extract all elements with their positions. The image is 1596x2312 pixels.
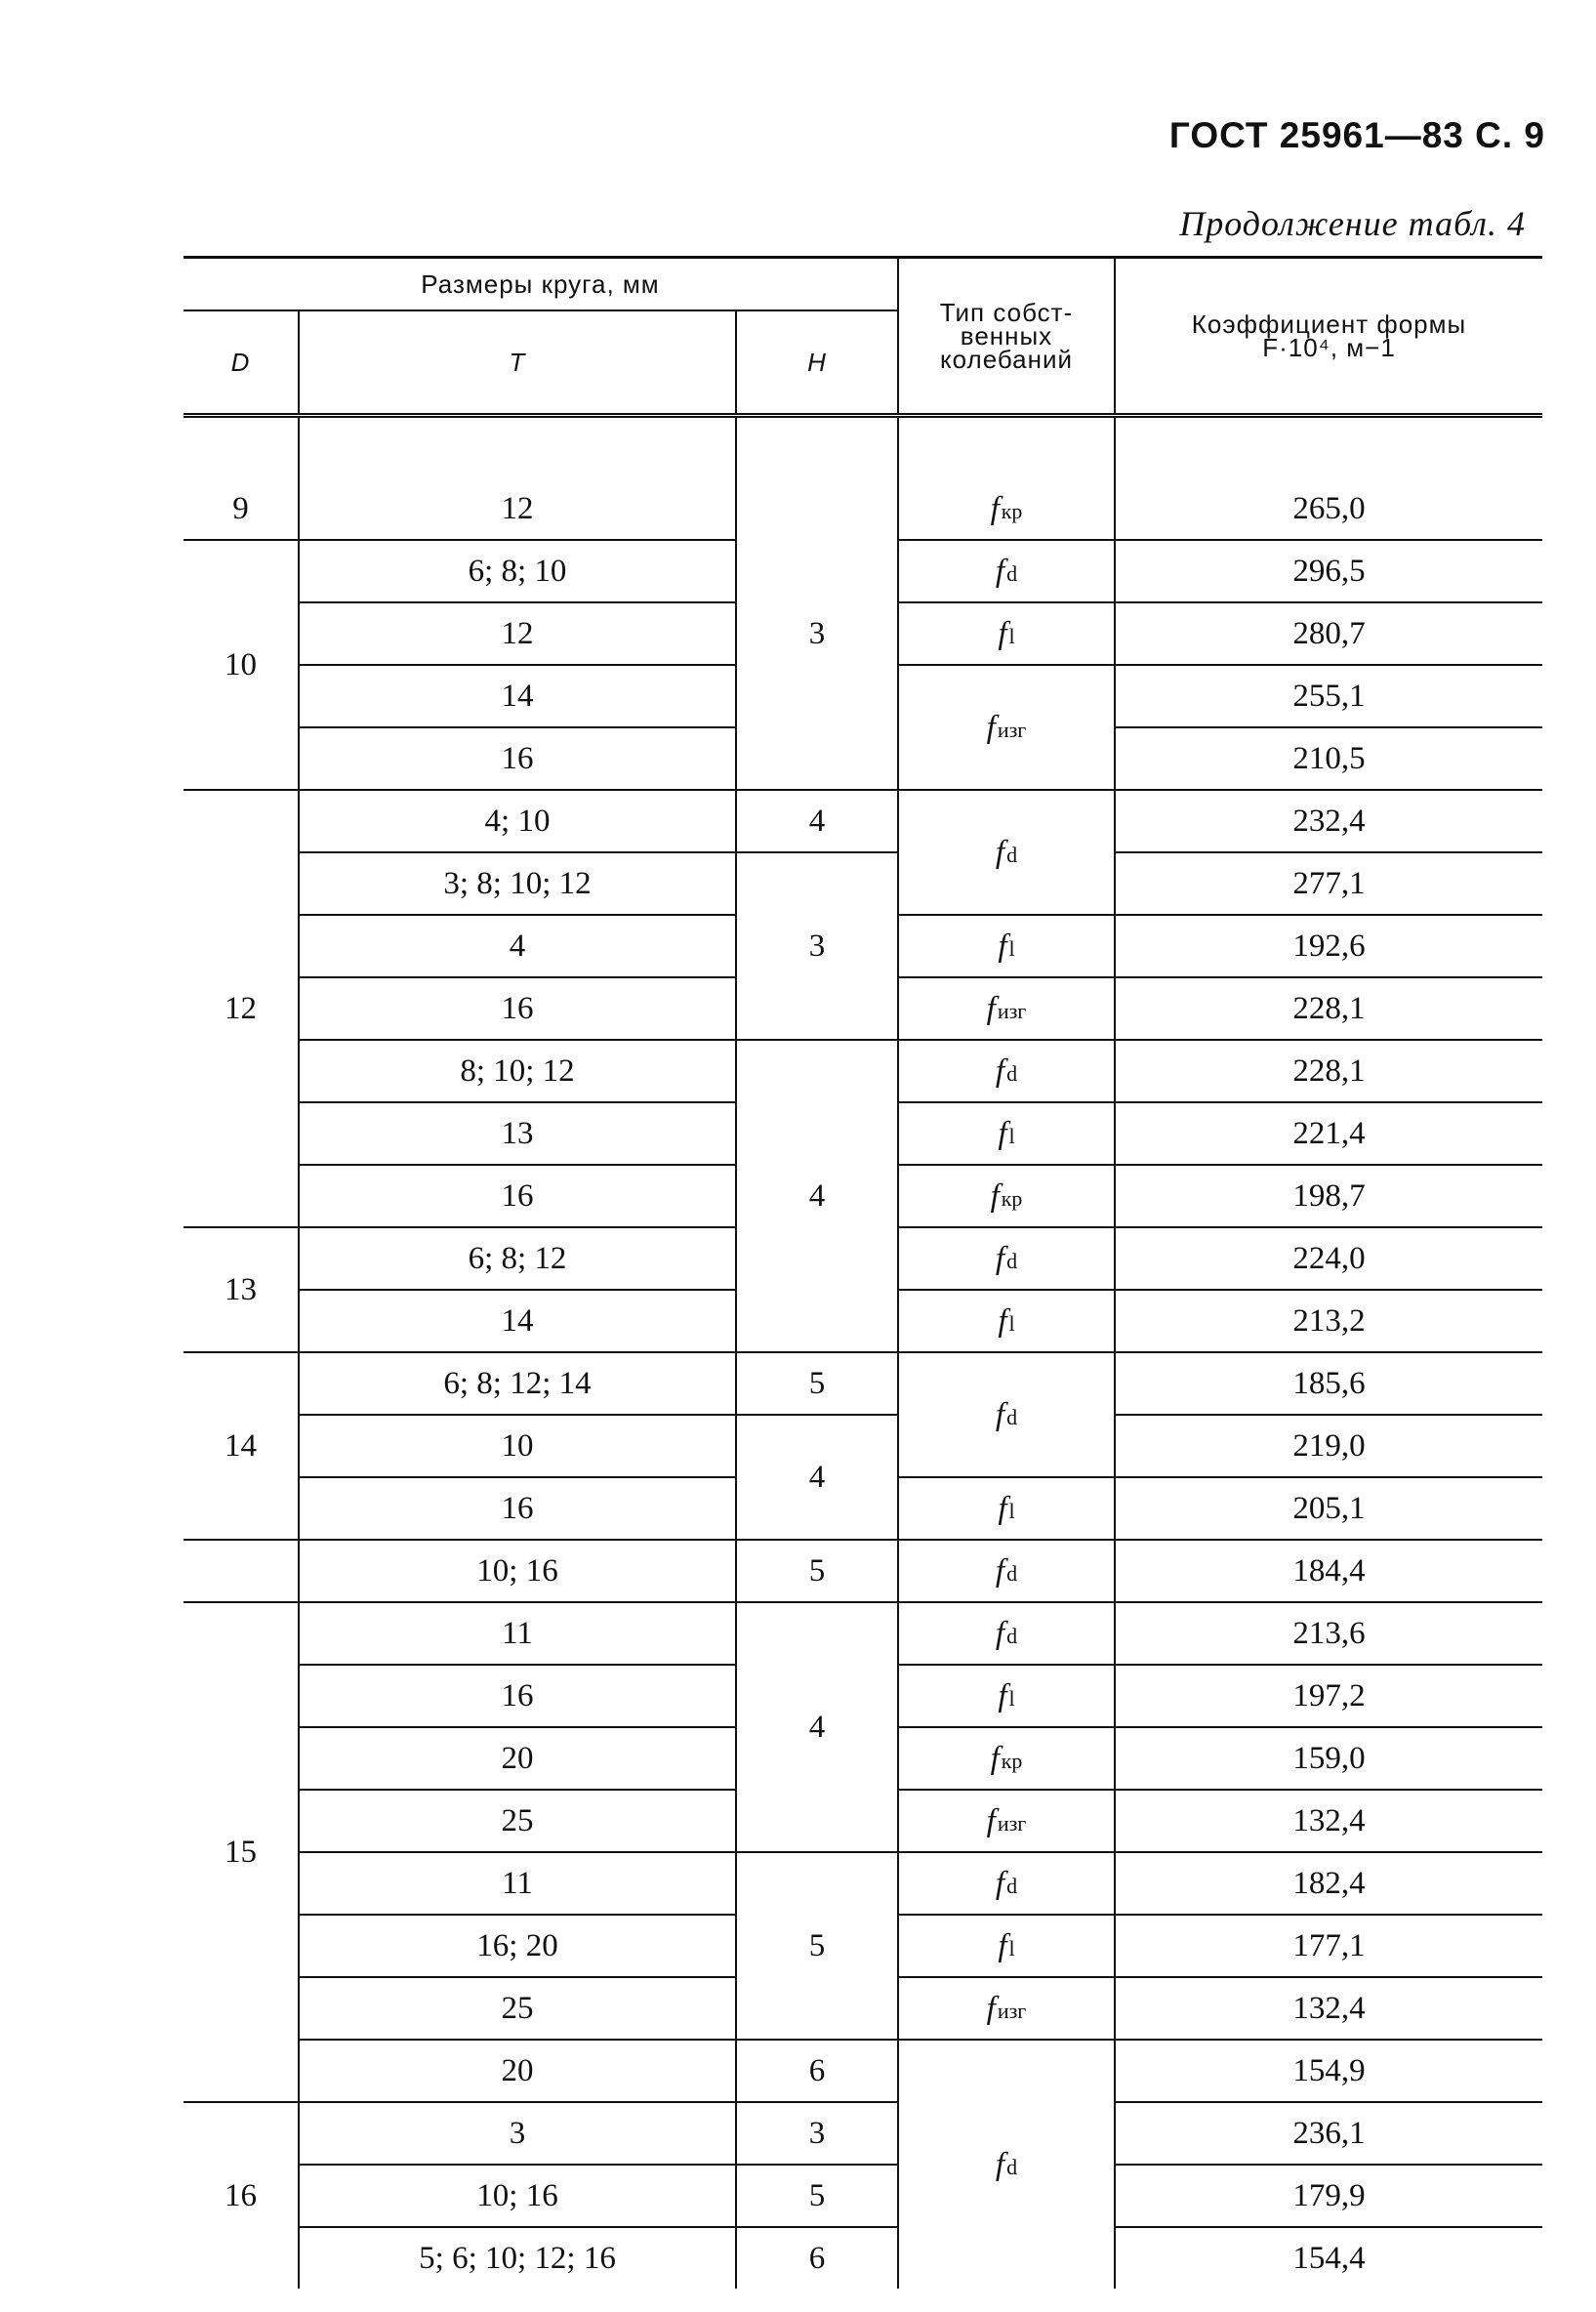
page-header: ГОСТ 25961—83 С. 9 xyxy=(1168,115,1545,155)
f-subscript: l xyxy=(1008,1685,1015,1711)
f-symbol: f xyxy=(995,1552,1005,1589)
cell-type xyxy=(898,1352,1115,1477)
cell-coefficient: 265,0 xyxy=(1115,478,1542,540)
cell-coefficient: 154,4 xyxy=(1292,2240,1366,2276)
cell-coefficient: 132,4 xyxy=(1115,1790,1542,1852)
f-subscript: d xyxy=(1006,1560,1018,1586)
cell-d: 9 xyxy=(184,478,299,540)
cell-coefficient: 219,0 xyxy=(1115,1415,1542,1477)
f-symbol: f xyxy=(986,1802,996,1838)
f-subscript: d xyxy=(1006,1404,1018,1429)
cell-coefficient: 228,1 xyxy=(1115,977,1542,1040)
cell-d: 10 xyxy=(184,540,299,790)
f-symbol: f xyxy=(995,553,1005,589)
cell-t: 16; 20 xyxy=(299,1915,736,1977)
cell-type xyxy=(898,1852,1115,1915)
table-row xyxy=(184,1040,1542,1102)
f-symbol: f xyxy=(998,1677,1007,1713)
cell-type xyxy=(898,1040,1115,1102)
spacer-cell xyxy=(1115,416,1542,479)
cell-type xyxy=(898,1790,1115,1852)
f-symbol: f xyxy=(995,2146,1005,2182)
f-symbol: f xyxy=(995,1053,1005,1089)
f-symbol: f xyxy=(995,1615,1005,1651)
cell-type xyxy=(898,665,1115,790)
table-row xyxy=(184,1415,1542,1477)
cell-t: 14 xyxy=(299,665,736,727)
f-symbol: f xyxy=(998,1927,1007,1963)
f-symbol: f xyxy=(986,990,996,1026)
vibration-type-header: Тип собст- венных колебаний xyxy=(898,258,1115,416)
column-h-header: H xyxy=(736,310,898,416)
cell-type xyxy=(898,478,1115,540)
cell-type xyxy=(898,1102,1115,1165)
cell-coefficient: 197,2 xyxy=(1115,1665,1542,1727)
cell-coefficient: 221,4 xyxy=(1115,1102,1542,1165)
cell-d: 14 xyxy=(184,1352,299,1540)
f-subscript: l xyxy=(1008,623,1015,648)
column-d-header: D xyxy=(184,310,299,416)
f-symbol: f xyxy=(998,928,1007,964)
cell-h: 4 xyxy=(736,790,898,852)
f-subscript: изг xyxy=(997,717,1027,742)
cell-t: 8; 10; 12 xyxy=(299,1040,736,1102)
cell-coefficient: 296,5 xyxy=(1115,540,1542,602)
cell-type xyxy=(898,977,1115,1040)
cell-coefficient: 192,6 xyxy=(1115,915,1542,977)
table-row xyxy=(184,1602,1542,1665)
spacer-cell xyxy=(736,416,898,479)
cell-coefficient: 232,4 xyxy=(1115,790,1542,852)
cell-d xyxy=(184,1540,299,1602)
f-subscript: d xyxy=(1006,1060,1018,1086)
cell-coefficient: 185,6 xyxy=(1115,1352,1542,1415)
cell-type xyxy=(898,1915,1115,1977)
f-symbol: f xyxy=(990,1740,1000,1776)
cell-type xyxy=(898,1665,1115,1727)
cell-t: 16 xyxy=(299,727,736,790)
cell-coefficient: 184,4 xyxy=(1115,1540,1542,1602)
cell-t: 10 xyxy=(299,1415,736,1477)
f-symbol: f xyxy=(995,1396,1005,1432)
f-symbol: f xyxy=(986,709,996,745)
f-subscript: l xyxy=(1008,1310,1015,1336)
cell-t: 20 xyxy=(299,1727,736,1790)
cell-h: 6 xyxy=(736,2040,898,2102)
cell-type xyxy=(898,602,1115,665)
f-symbol: f xyxy=(998,1302,1007,1339)
table-row xyxy=(184,2165,1542,2227)
f-subscript: d xyxy=(1006,842,1018,867)
cell-type xyxy=(898,1227,1115,1290)
cell-type xyxy=(898,790,1115,915)
table-row xyxy=(184,478,1542,540)
cell-t: 6; 8; 10 xyxy=(299,540,736,602)
f-symbol: f xyxy=(990,490,1000,526)
cell-h: 3 xyxy=(736,852,898,1040)
cell-t: 5; 6; 10; 12; 16 xyxy=(299,2227,736,2289)
shape-coefficient-header-line1: Коэффициент формы xyxy=(1191,310,1467,339)
cell-coefficient: 177,1 xyxy=(1115,1915,1542,1977)
f-symbol: f xyxy=(986,1990,996,2026)
f-symbol: f xyxy=(998,1115,1007,1151)
cell-coefficient: 228,1 xyxy=(1115,1040,1542,1102)
f-subscript: d xyxy=(1006,2154,1018,2179)
table-row xyxy=(184,1352,1542,1415)
f-symbol: f xyxy=(995,834,1005,870)
cell-t: 12 xyxy=(299,602,736,665)
f-subscript: d xyxy=(1006,560,1018,586)
cell-coefficient: 205,1 xyxy=(1115,1477,1542,1540)
cell-t: 25 xyxy=(299,1790,736,1852)
f-symbol: f xyxy=(990,1177,1000,1214)
spacer-row xyxy=(184,416,1542,479)
cell-t: 11 xyxy=(299,1852,736,1915)
f-symbol: f xyxy=(995,1865,1005,1901)
cell-t: 16 xyxy=(299,1665,736,1727)
cell-coefficient: 154,9 xyxy=(1115,2040,1542,2102)
table-row xyxy=(184,2040,1542,2102)
shape-coefficient-header xyxy=(1115,258,1542,416)
cell-h: 4 xyxy=(736,1602,898,1852)
cell-t: 10; 16 xyxy=(299,1540,736,1602)
table-row xyxy=(184,1852,1542,1915)
f-subscript: l xyxy=(1008,935,1015,961)
cell-type xyxy=(898,1602,1115,1665)
cell-t: 4; 10 xyxy=(299,790,736,852)
cell-coefficient: 277,1 xyxy=(1115,852,1542,915)
cell-type xyxy=(898,1977,1115,2040)
cell-t: 16 xyxy=(299,1165,736,1227)
cell-d: 12 xyxy=(184,790,299,1227)
cell-coefficient: 159,0 xyxy=(1115,1727,1542,1790)
cell-type xyxy=(898,1477,1115,1540)
cell-d: 15 xyxy=(184,1602,299,2102)
cell-t: 12 xyxy=(299,478,736,540)
cell-h: 4 xyxy=(736,1415,898,1540)
cell-h: 3 xyxy=(736,478,898,790)
f-subscript: кр xyxy=(1001,498,1023,523)
cell-h: 3 xyxy=(736,2102,898,2165)
cell-coefficient: 179,9 xyxy=(1115,2165,1542,2227)
cell-coefficient: 182,4 xyxy=(1115,1852,1542,1915)
cell-h: 5 xyxy=(736,1352,898,1415)
spacer-cell xyxy=(184,416,299,479)
f-subscript: изг xyxy=(997,998,1027,1023)
cell-t: 3; 8; 10; 12 xyxy=(299,852,736,915)
cell-coefficient: 236,1 xyxy=(1115,2102,1542,2165)
cell-type xyxy=(898,2040,1115,2289)
cell-type xyxy=(898,1727,1115,1790)
f-symbol: f xyxy=(998,615,1007,651)
f-subscript: изг xyxy=(997,1998,1027,2023)
f-subscript: изг xyxy=(997,1810,1027,1836)
cell-coefficient: 210,5 xyxy=(1115,727,1542,790)
cell-coefficient: 224,0 xyxy=(1115,1227,1542,1290)
f-subscript: d xyxy=(1006,1873,1018,1898)
f-subscript: l xyxy=(1008,1935,1015,1961)
table-row xyxy=(184,852,1542,915)
cell-t: 14 xyxy=(299,1290,736,1352)
table-row xyxy=(184,790,1542,852)
cell-h: 5 xyxy=(736,1540,898,1602)
f-subscript: l xyxy=(1008,1123,1015,1148)
table-row xyxy=(184,2227,1542,2289)
cell-type xyxy=(898,1165,1115,1227)
cell-t: 6; 8; 12 xyxy=(299,1227,736,1290)
spacer-cell xyxy=(898,416,1115,479)
data-table xyxy=(184,256,1542,2289)
cell-t: 11 xyxy=(299,1602,736,1665)
table-row xyxy=(184,2102,1542,2165)
cell-t: 20 xyxy=(299,2040,736,2102)
dimensions-group-header: Размеры круга, мм xyxy=(184,258,898,311)
cell-t: 6; 8; 12; 14 xyxy=(299,1352,736,1415)
cell-type xyxy=(898,1540,1115,1602)
cell-coefficient: 280,7 xyxy=(1115,602,1542,665)
cell-t: 13 xyxy=(299,1102,736,1165)
column-t-header: T xyxy=(299,310,736,416)
cell-d: 13 xyxy=(184,1227,299,1352)
cell-type xyxy=(898,1290,1115,1352)
f-symbol: f xyxy=(995,1240,1005,1276)
cell-t: 3 xyxy=(299,2102,736,2165)
cell-h: 6 xyxy=(736,2227,898,2289)
cell-t: 16 xyxy=(299,977,736,1040)
cell-h: 5 xyxy=(736,2165,898,2227)
table-caption: Продолжение табл. 4 xyxy=(1179,204,1526,243)
cell-d: 16 xyxy=(184,2102,299,2289)
cell-coefficient: 213,6 xyxy=(1115,1602,1542,1665)
f-subscript: d xyxy=(1006,1248,1018,1273)
cell-coefficient: 132,4 xyxy=(1115,1977,1542,2040)
spacer-cell xyxy=(299,416,736,479)
cell-coefficient: 198,7 xyxy=(1115,1165,1542,1227)
cell-t: 10; 16 xyxy=(299,2165,736,2227)
cell-type xyxy=(898,540,1115,602)
f-subscript: кр xyxy=(1001,1748,1023,1773)
table-body xyxy=(184,416,1542,2290)
cell-coefficient: 213,2 xyxy=(1115,1290,1542,1352)
f-subscript: l xyxy=(1008,1498,1015,1523)
table-header xyxy=(184,258,1542,416)
cell-type xyxy=(898,915,1115,977)
cell-h: 5 xyxy=(736,1852,898,2040)
cell-h: 4 xyxy=(736,1040,898,1352)
shape-coefficient-header-line2: F·10⁴, м−1 xyxy=(1262,333,1396,362)
table-row xyxy=(184,1540,1542,1602)
f-subscript: d xyxy=(1006,1623,1018,1648)
f-symbol: f xyxy=(998,1490,1007,1526)
f-subscript: кр xyxy=(1001,1185,1023,1211)
cell-t: 16 xyxy=(299,1477,736,1540)
cell-t: 4 xyxy=(299,915,736,977)
cell-coefficient: 255,1 xyxy=(1115,665,1542,727)
cell-t: 25 xyxy=(299,1977,736,2040)
